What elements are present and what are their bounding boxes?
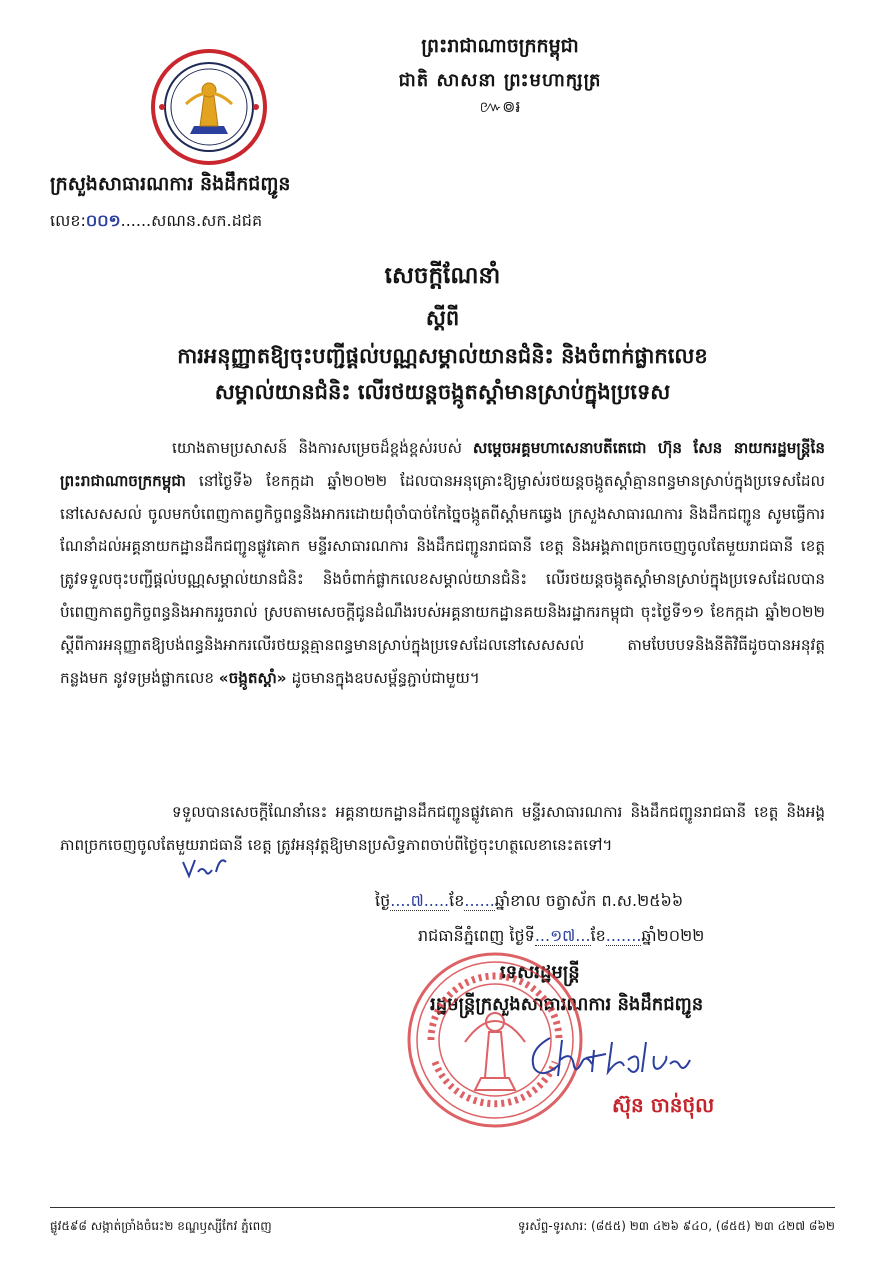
signatory-name: ស៊ុន ចាន់ថុល xyxy=(612,1093,715,1117)
subject-label: ស្តីពី xyxy=(425,306,460,330)
national-motto: ជាតិ សាសនា ព្រះមហាក្សត្រ xyxy=(398,70,602,91)
ministry-logo xyxy=(150,48,268,166)
solar-day: ...១៧... xyxy=(534,926,591,945)
footer-contact: ទូរស័ព្ទ-ទូរសារ: (៨៥៥) ២៣ ៤២៦ ៩៤០, (៨៥៥) ២៣ ៤២៧ ៨៦២ xyxy=(517,1219,835,1233)
signatory-role: រដ្ឋមន្ត្រីក្រសួងសាធារណការ និងដឹកជញ្ជូន xyxy=(430,994,704,1015)
lunar-date: ថ្ងៃ....៧.....ខែ......ឆ្នាំខាល ចត្វាស័ក ព.ស.២៥៦៦ xyxy=(375,891,684,910)
lunar-month: ...... xyxy=(464,891,495,910)
solar-date: រាជធានីភ្នំពេញ ថ្ងៃទី...១៧...ខែ.......ឆ្នាំ២០២២ xyxy=(418,926,705,945)
body-paragraph-1: យោងតាមប្រសាសន៍ និងការសម្រេចដ៏ខ្ពង់ខ្ពស់របស់ សម្តេចអគ្គមហាសេនាបតីតេជោ ហ៊ុន សែន នាយករដ្ឋមន្ត្រីនៃព្រះរាជាណាចក្រកម្ពុជា នៅថ្ងៃទី៦ ខែកក្កដា ឆ្នាំ២០២២ ដែលបានអនុគ្រោះឱ្យម្ចាស់រថយន្តចង្កូតស្តាំគ្មានពន្ធមានស្រាប់ក្នុងប្រទេសដែលនៅសេសសល់ ចូលមកបំពេញកាតព្វកិច្ចពន្ធនិងអាករដោយពុំចាំបាច់កែច្នៃចង្កូតពីស្តាំមកឆ្វេង ក្រសួងសាធារណការ និងដឹកជញ្ជូន សូមធ្វើការណែនាំដល់អគ្គនាយកដ្ឋានដឹកជញ្ជូនផ្លូវគោក មន្ទីរសាធារណការ និងដឹកជញ្ជូនរាជធានី ខេត្ត និងអង្គភាពច្រកចេញចូលតែមួយរាជធានី ខេត្ត ត្រូវទទួលចុះបញ្ជីផ្តល់បណ្ណសម្គាល់យានជំនិះ និងចំពាក់ផ្លាកលេខសម្គាល់យានជំនិះ លើរថយន្តចង្កូតស្តាំមានស្រាប់ក្នុងប្រទេសដែលបានបំពេញកាតព្វកិច្ចពន្ធនិងអាកររួចរាល់ ស្របតាមសេចក្តីជូនដំណឹងរបស់អគ្គនាយកដ្ឋានគយនិងរដ្ឋាករកម្ពុជា ចុះថ្ងៃទី១១ ខែកក្កដា ឆ្នាំ២០២២ ស្តីពីការអនុញ្ញាតឱ្យបង់ពន្ធនិងអាករលើរថយន្តគ្មានពន្ធមានស្រាប់ក្នុងប្រទេសដែលនៅសេសសល់ តាមបែបបទនិងនីតិវិធីដូចបានអនុវត្តកន្លងមក នូវទម្រង់ផ្លាកលេខ «ចង្កូតស្តាំ» ដូចមានក្នុងឧបសម្ព័ន្ធភ្ជាប់ជាមួយ។ xyxy=(60,439,826,687)
footer-address: ផ្លូវ៥៩៨ សង្កាត់ច្រាំងចំរេះ២ ខណ្ឌឫស្សីកែវ ភ្នំពេញ xyxy=(50,1219,272,1233)
plate-label: «ចង្កូតស្តាំ» xyxy=(218,668,287,687)
ref-number: ០០១ xyxy=(85,211,121,230)
subject-line-1: ការអនុញ្ញាតឱ្យចុះបញ្ជីផ្តល់បណ្ណសម្គាល់យានជំនិះ និងចំពាក់ផ្លាកលេខ xyxy=(177,344,708,368)
ref-suffix: ......សណន.សក.ដជគ xyxy=(120,211,263,230)
solar-month: ....... xyxy=(605,926,642,945)
subject-line-2: សម្គាល់យានជំនិះ លើរថយន្តចង្កូតស្តាំមានស្រាប់ក្នុងប្រទេស xyxy=(214,380,671,404)
handwritten-signature xyxy=(520,1020,700,1092)
signatory-title: ទេសរដ្ឋមន្ត្រី xyxy=(500,962,580,983)
ref-prefix: លេខ: xyxy=(50,211,86,230)
prime-minister-name: សម្តេចអគ្គមហាសេនាបតីតេជោ ហ៊ុន សែន នាយករដ្ឋមន្ត្រីនៃព្រះរាជាណាចក្រកម្ពុជា xyxy=(60,439,826,490)
lunar-day: ....៧..... xyxy=(390,891,450,910)
initial-mark xyxy=(180,852,230,882)
body-paragraph-2: ទទួលបានសេចក្តីណែនាំនេះ អគ្គនាយកដ្ឋានដឹកជញ្ជូនផ្លូវគោក មន្ទីរសាធារណការ និងដឹកជញ្ជូនរាជធានី ខេត្ត និងអង្គភាពច្រកចេញចូលតែមួយរាជធានី ខេត្ត ត្រូវអនុវត្តឱ្យមានប្រសិទ្ធភាពចាប់ពីថ្ងៃចុះហត្ថលេខានេះតទៅ។ xyxy=(60,803,825,854)
reference-number xyxy=(50,210,262,234)
header-ornament: ៚៙៛ xyxy=(479,97,521,116)
document-title: សេចក្តីណែនាំ xyxy=(384,263,501,289)
kingdom-heading: ព្រះរាជាណាចក្រកម្ពុជា xyxy=(421,35,579,57)
ministry-name: ក្រសួងសាធារណការ និងដឹកជញ្ជូន xyxy=(50,173,291,195)
footer-divider xyxy=(50,1207,835,1208)
